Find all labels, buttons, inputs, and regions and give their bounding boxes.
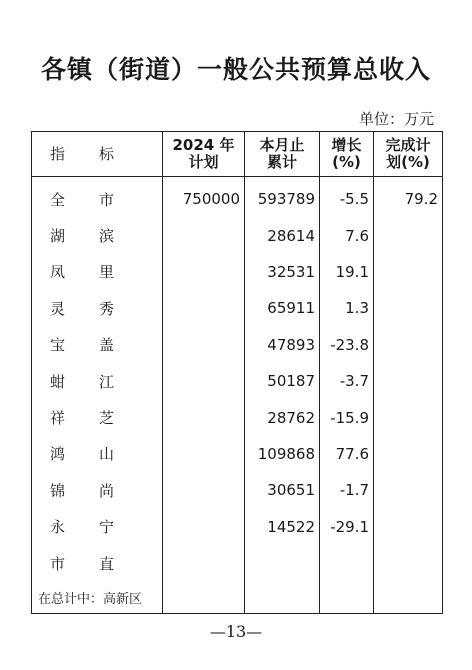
table-row xyxy=(32,290,443,326)
row-name-right: 山 xyxy=(98,445,114,464)
table-row xyxy=(32,327,443,363)
row-cumulative: 14522 xyxy=(245,509,320,545)
table-row xyxy=(32,436,443,472)
table-row xyxy=(32,177,443,218)
header-cumulative-line2: 累计 xyxy=(266,153,297,171)
header-completion-line2: 划(%) xyxy=(386,153,430,171)
row-completion xyxy=(374,509,443,545)
row-completion xyxy=(374,545,443,581)
row-name-right: 滨 xyxy=(98,227,114,246)
row-name-left: 灵 xyxy=(50,299,66,318)
row-cumulative: 593789 xyxy=(245,177,320,218)
row-plan xyxy=(163,290,245,326)
row-name-left: 宝 xyxy=(50,336,66,355)
page-number: —13— xyxy=(209,622,263,641)
note-cumulative xyxy=(245,581,320,614)
row-plan xyxy=(163,217,245,253)
note-completion xyxy=(374,581,443,614)
row-name-left: 湖 xyxy=(50,227,66,246)
row-name-right: 尚 xyxy=(98,481,114,500)
row-growth: 7.6 xyxy=(320,217,374,253)
row-completion xyxy=(374,217,443,253)
header-growth-line2: (%) xyxy=(332,153,361,171)
table-row xyxy=(32,217,443,253)
row-name-left: 蚶 xyxy=(50,372,66,391)
row-cumulative: 28614 xyxy=(245,217,320,253)
row-name-right: 市 xyxy=(98,190,114,209)
header-completion-line1: 完成计 xyxy=(385,136,431,154)
table-row xyxy=(32,545,443,581)
header-cumulative-line1: 本月止 xyxy=(259,136,305,154)
row-cumulative: 30651 xyxy=(245,472,320,508)
note-text: 在总计中：高新区 xyxy=(32,581,163,614)
row-name-left: 全 xyxy=(50,190,66,209)
row-growth: 1.3 xyxy=(320,290,374,326)
row-plan xyxy=(163,472,245,508)
row-completion xyxy=(374,363,443,399)
row-name-left: 锦 xyxy=(50,481,66,500)
table-header-row xyxy=(32,132,443,177)
row-cumulative: 28762 xyxy=(245,399,320,435)
row-growth: -23.8 xyxy=(320,327,374,363)
row-name-right: 江 xyxy=(98,372,114,391)
header-indicator-left: 指 xyxy=(50,144,66,163)
header-growth xyxy=(320,132,374,177)
row-growth: 19.1 xyxy=(320,254,374,290)
row-name xyxy=(32,254,163,290)
row-name xyxy=(32,472,163,508)
row-name xyxy=(32,327,163,363)
revenue-table xyxy=(31,131,443,614)
row-growth xyxy=(320,545,374,581)
row-plan xyxy=(163,399,245,435)
row-plan: 750000 xyxy=(163,177,245,218)
unit-label: 单位：万元 xyxy=(358,110,434,128)
row-name xyxy=(32,217,163,253)
header-cumulative xyxy=(245,132,320,177)
row-growth: -5.5 xyxy=(320,177,374,218)
row-cumulative: 65911 xyxy=(245,290,320,326)
note-growth xyxy=(320,581,374,614)
row-cumulative: 47893 xyxy=(245,327,320,363)
row-name-left: 市 xyxy=(50,554,66,573)
row-cumulative: 32531 xyxy=(245,254,320,290)
row-name-right: 芝 xyxy=(98,409,114,428)
header-indicator xyxy=(32,132,163,177)
row-growth: 77.6 xyxy=(320,436,374,472)
table-row xyxy=(32,399,443,435)
row-cumulative: 50187 xyxy=(245,363,320,399)
row-name xyxy=(32,363,163,399)
header-growth-line1: 增长 xyxy=(331,136,362,154)
row-name-right: 直 xyxy=(98,554,114,573)
header-indicator-right: 标 xyxy=(98,144,114,163)
row-name-left: 鸿 xyxy=(50,445,66,464)
header-completion xyxy=(374,132,443,177)
row-name xyxy=(32,399,163,435)
header-plan-line1: 2024 年 xyxy=(172,136,235,154)
row-plan xyxy=(163,327,245,363)
row-name xyxy=(32,545,163,581)
row-cumulative: 109868 xyxy=(245,436,320,472)
row-plan xyxy=(163,436,245,472)
row-name xyxy=(32,290,163,326)
row-completion xyxy=(374,290,443,326)
row-name-right: 宁 xyxy=(98,518,114,537)
row-completion xyxy=(374,399,443,435)
row-name-left: 凤 xyxy=(50,263,66,282)
row-growth: -15.9 xyxy=(320,399,374,435)
row-completion: 79.2 xyxy=(374,177,443,218)
row-completion xyxy=(374,327,443,363)
row-name-right: 盖 xyxy=(98,336,114,355)
table-row xyxy=(32,509,443,545)
table-row xyxy=(32,254,443,290)
table-row xyxy=(32,472,443,508)
row-name-right: 秀 xyxy=(98,299,114,318)
row-completion xyxy=(374,436,443,472)
header-plan-line2: 计划 xyxy=(188,153,219,171)
row-name xyxy=(32,177,163,218)
row-name-left: 祥 xyxy=(50,409,66,428)
table-row xyxy=(32,363,443,399)
row-plan xyxy=(163,545,245,581)
row-name-left: 永 xyxy=(50,518,66,537)
row-name-right: 里 xyxy=(98,263,114,282)
row-growth: -29.1 xyxy=(320,509,374,545)
row-growth: -3.7 xyxy=(320,363,374,399)
row-plan xyxy=(163,254,245,290)
header-plan xyxy=(163,132,245,177)
row-completion xyxy=(374,254,443,290)
note-plan xyxy=(163,581,245,614)
row-name xyxy=(32,436,163,472)
page-title: 各镇（街道）一般公共预算总收入 xyxy=(40,55,431,84)
row-completion xyxy=(374,472,443,508)
row-growth: -1.7 xyxy=(320,472,374,508)
row-name xyxy=(32,509,163,545)
row-plan xyxy=(163,509,245,545)
row-cumulative xyxy=(245,545,320,581)
row-plan xyxy=(163,363,245,399)
note-row xyxy=(32,581,443,614)
